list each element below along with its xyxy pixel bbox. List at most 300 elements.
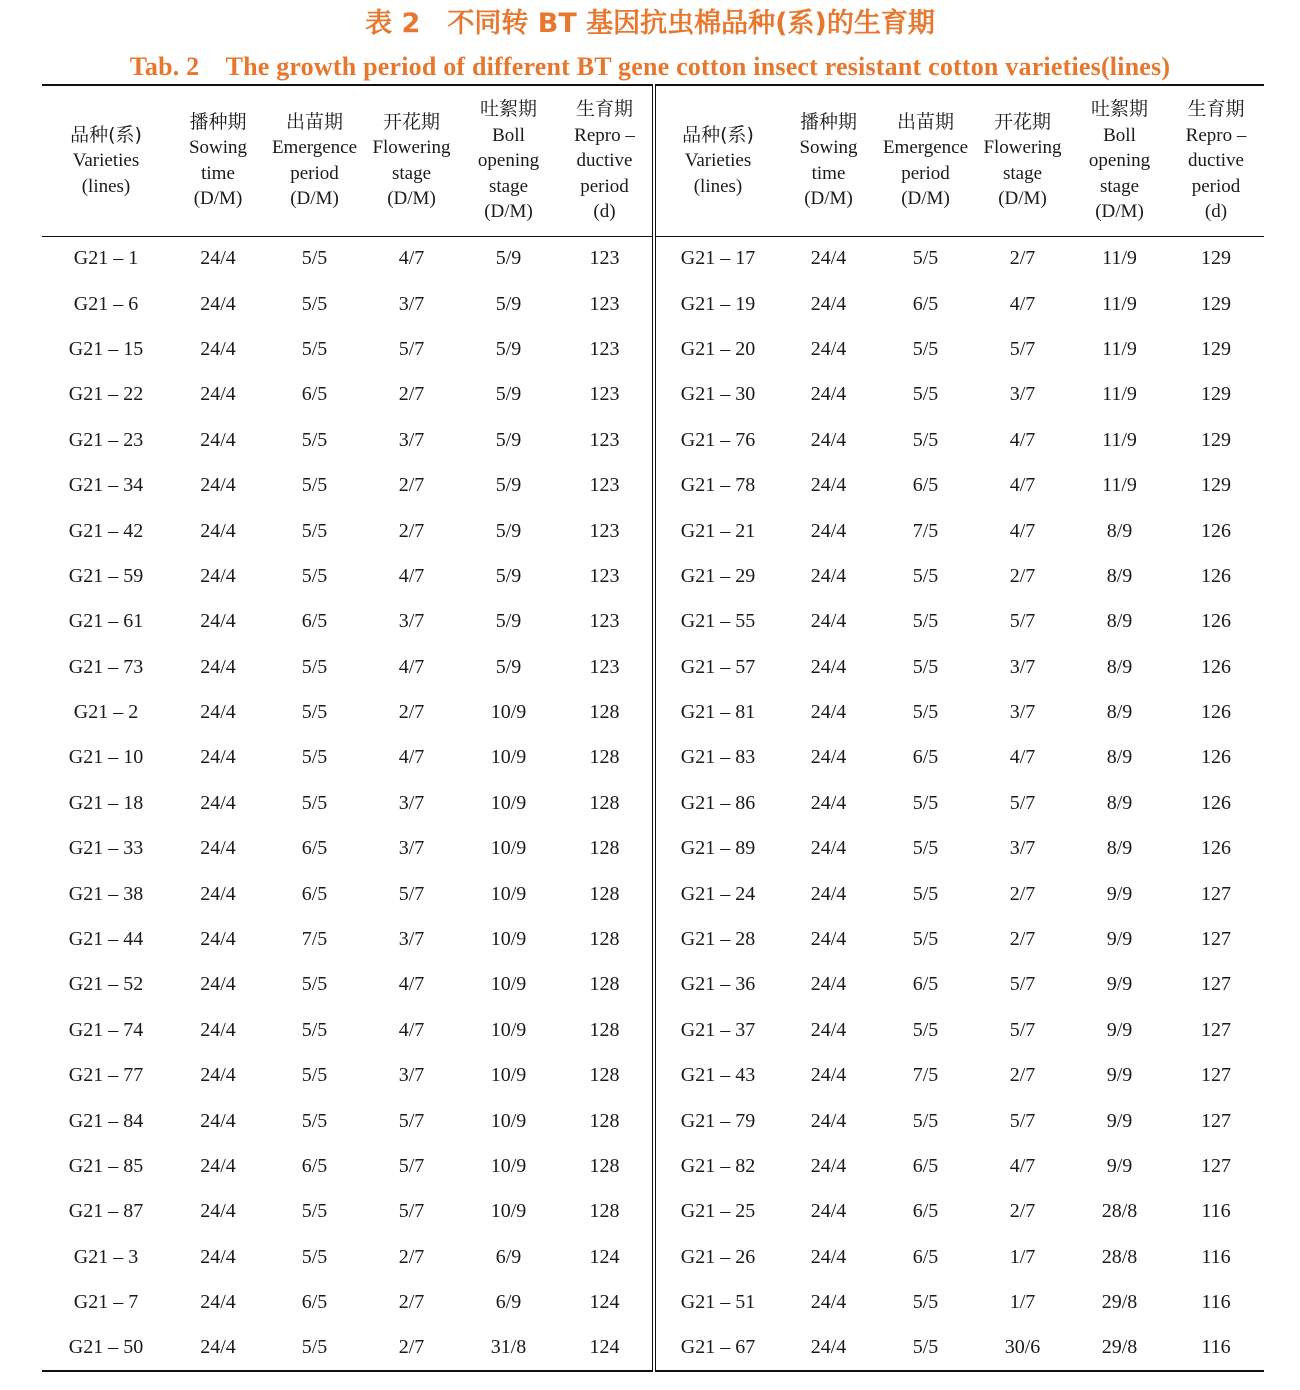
- cell-emergence-period-right: 5/5: [912, 1018, 939, 1041]
- cell-flowering-stage-right: 4/7: [1009, 292, 1036, 315]
- header-line: stage: [1099, 175, 1140, 197]
- column-header-sowing-time-left: [170, 85, 266, 236]
- cell-boll-opening-stage-right: 9/9: [1106, 1064, 1133, 1087]
- cell-variety-left: G21 – 61: [68, 610, 144, 633]
- cell-variety-left: G21 – 44: [68, 928, 144, 951]
- cell-reproductive-period-right: 126: [1201, 655, 1231, 678]
- cell-variety-left: G21 – 74: [68, 1018, 144, 1041]
- cell-variety-right: G21 – 21: [680, 519, 756, 542]
- cell-emergence-period-left: 5/5: [301, 1064, 328, 1087]
- cell-emergence-period-right: 5/5: [912, 610, 939, 633]
- cell-variety-left: G21 – 10: [68, 746, 144, 769]
- header-line: period: [901, 162, 950, 184]
- cell-emergence-period-left: 5/5: [301, 1200, 328, 1223]
- cell-variety-left: G21 – 15: [68, 337, 144, 360]
- cell-variety-left: G21 – 18: [68, 791, 144, 814]
- cell-emergence-period-left: 5/5: [301, 474, 328, 497]
- cell-emergence-period-left: 5/5: [301, 701, 328, 724]
- column-header-reproductive-period-left: [557, 85, 654, 236]
- header-line: 出苗期: [285, 110, 343, 133]
- cell-variety-left: G21 – 87: [68, 1200, 144, 1223]
- cell-emergence-period-right: 5/5: [912, 1109, 939, 1132]
- column-header-flowering-stage-right: [974, 85, 1071, 236]
- cell-emergence-period-left: 5/5: [301, 1109, 328, 1132]
- cell-sowing-time-left: 24/4: [200, 791, 236, 814]
- cell-emergence-period-right: 5/5: [877, 1325, 974, 1370]
- growth-period-table: [42, 84, 1264, 1372]
- table-row: [42, 236, 1264, 281]
- cell-reproductive-period-left: 123: [557, 554, 654, 599]
- cell-reproductive-period-right: 116: [1201, 1200, 1231, 1223]
- cell-emergence-period-right: 7/5: [912, 1064, 939, 1087]
- cell-reproductive-period-right: 126: [1201, 746, 1231, 769]
- table-row: [42, 1280, 1264, 1325]
- header-line: 播种期: [799, 110, 857, 133]
- cell-flowering-stage-left: 4/7: [398, 247, 425, 270]
- cell-variety-right: G21 – 25: [680, 1200, 756, 1223]
- cell-flowering-stage-right: 1/7: [1009, 1245, 1036, 1268]
- header-line: (D/M): [387, 188, 436, 210]
- cell-sowing-time-right: 24/4: [780, 1325, 877, 1370]
- cell-reproductive-period-right: 127: [1201, 1109, 1231, 1132]
- cell-flowering-stage-right: 4/7: [1009, 746, 1036, 769]
- cell-emergence-period-left: 5/5: [301, 519, 328, 542]
- table-row: [42, 1325, 1264, 1370]
- cell-boll-opening-stage-left: 5/9: [495, 564, 522, 587]
- cell-flowering-stage-right: 5/7: [1009, 973, 1036, 996]
- cell-emergence-period-left: 5/5: [301, 292, 328, 315]
- table-row: [42, 327, 1264, 372]
- cell-flowering-stage-left: 2/7: [398, 474, 425, 497]
- cell-boll-opening-stage-left: 5/9: [495, 428, 522, 451]
- cell-sowing-time-left: 24/4: [170, 1325, 266, 1370]
- cell-variety-right: G21 – 17: [680, 247, 756, 270]
- cell-variety-left: G21 – 3: [73, 1245, 139, 1268]
- header-line: 开花期: [382, 110, 440, 133]
- cell-flowering-stage-right: 4/7: [1009, 519, 1036, 542]
- table-row: [42, 418, 1264, 463]
- cell-variety-right: G21 – 36: [680, 973, 756, 996]
- header-line: 品种(系): [682, 123, 754, 146]
- header-line: (D/M): [193, 188, 243, 210]
- header-line: 生育期: [575, 98, 633, 120]
- cell-sowing-time-left: 24/4: [200, 882, 236, 905]
- cell-reproductive-period-right: 126: [1201, 791, 1231, 814]
- column-header-flowering-stage-left: [363, 85, 460, 236]
- table-caption-english: Tab. 2 The growth period of different BT gene cotton insect resistant cotton varieties(lines): [129, 52, 1171, 81]
- header-line: Emergence: [882, 137, 969, 159]
- cell-reproductive-period-right: 129: [1201, 383, 1231, 406]
- cell-flowering-stage-right: 5/7: [1009, 791, 1036, 814]
- cell-reproductive-period-right: 129: [1201, 292, 1231, 315]
- cell-reproductive-period-right: 127: [1201, 1018, 1231, 1041]
- cell-variety-left: G21 – 22: [68, 383, 144, 406]
- cell-flowering-stage-right: 3/7: [1009, 655, 1036, 678]
- cell-flowering-stage-left: 3/7: [398, 791, 425, 814]
- cell-variety-left: G21 – 85: [68, 1155, 144, 1177]
- cell-emergence-period-right: 6/5: [912, 1155, 939, 1177]
- header-line: (d): [593, 201, 616, 222]
- cell-reproductive-period-left: 123: [557, 281, 654, 326]
- cell-sowing-time-left: 24/4: [200, 1291, 236, 1314]
- cell-emergence-period-left: 6/5: [301, 1291, 328, 1314]
- cell-variety-right: G21 – 43: [680, 1064, 756, 1087]
- cell-reproductive-period-right: 126: [1201, 564, 1231, 587]
- cell-reproductive-period-right: 127: [1201, 973, 1231, 996]
- column-header-sowing-time-right: [780, 85, 877, 236]
- header-line: time: [811, 162, 846, 184]
- cell-sowing-time-right: 24/4: [810, 882, 847, 905]
- cell-sowing-time-left: 24/4: [200, 1018, 236, 1041]
- cell-reproductive-period-left: 128: [557, 1098, 654, 1143]
- cell-reproductive-period-right: 126: [1201, 610, 1231, 633]
- cell-variety-right: G21 – 82: [680, 1155, 756, 1177]
- table-row: [42, 1235, 1264, 1280]
- cell-variety-right: G21 – 19: [680, 292, 756, 315]
- header-line: (d): [1204, 201, 1228, 222]
- cell-boll-opening-stage-left: 5/9: [495, 655, 522, 678]
- cell-sowing-time-left: 24/4: [200, 474, 236, 497]
- cell-reproductive-period-right: 116: [1201, 1245, 1231, 1268]
- table-row: [42, 871, 1264, 916]
- cell-reproductive-period-right: 129: [1201, 337, 1231, 360]
- cell-boll-opening-stage-left: 5/9: [495, 610, 522, 633]
- column-header-reproductive-period-right: [1168, 85, 1264, 236]
- cell-sowing-time-right: 24/4: [810, 1200, 847, 1223]
- column-header-emergence-period-right: [877, 85, 974, 236]
- cell-flowering-stage-right: 3/7: [1009, 837, 1036, 860]
- cell-boll-opening-stage-left: 10/9: [490, 1018, 527, 1041]
- cell-boll-opening-stage-right: 9/9: [1106, 1109, 1133, 1132]
- cell-sowing-time-left: 24/4: [200, 564, 236, 587]
- cell-variety-right: G21 – 89: [680, 837, 756, 860]
- cell-flowering-stage-left: 4/7: [398, 973, 425, 996]
- cell-reproductive-period-right: 129: [1201, 474, 1231, 497]
- cell-reproductive-period-left: 128: [557, 1008, 654, 1053]
- table-row: [42, 1144, 1264, 1189]
- cell-variety-right: G21 – 79: [680, 1109, 756, 1132]
- cell-sowing-time-right: 24/4: [810, 837, 847, 860]
- cell-sowing-time-left: 24/4: [200, 973, 236, 996]
- cell-emergence-period-right: 5/5: [912, 247, 939, 270]
- cell-emergence-period-right: 5/5: [912, 701, 939, 724]
- cell-variety-left: G21 – 38: [68, 882, 144, 905]
- cell-emergence-period-right: 5/5: [912, 791, 939, 814]
- cell-emergence-period-right: 7/5: [912, 519, 939, 542]
- header-line: Flowering: [372, 137, 451, 159]
- column-header-variety-left: [42, 85, 170, 236]
- cell-reproductive-period-left: 128: [557, 871, 654, 916]
- cell-flowering-stage-right: 2/7: [1009, 564, 1036, 587]
- cell-emergence-period-right: 6/5: [912, 1245, 939, 1268]
- header-line: (lines): [693, 175, 743, 197]
- header-line: (D/M): [901, 188, 950, 210]
- cell-boll-opening-stage-left: 5/9: [495, 337, 522, 360]
- cell-boll-opening-stage-right: 8/9: [1106, 837, 1133, 860]
- cell-sowing-time-right: 24/4: [810, 1291, 847, 1314]
- cell-sowing-time-left: 24/4: [200, 292, 236, 315]
- cell-emergence-period-left: 5/5: [301, 247, 328, 270]
- column-header-emergence-period-left: [266, 85, 363, 236]
- cell-boll-opening-stage-left: 5/9: [495, 292, 522, 315]
- header-line: (D/M): [290, 188, 339, 210]
- cell-emergence-period-right: 5/5: [912, 337, 939, 360]
- header-line: 生育期: [1187, 98, 1245, 120]
- cell-flowering-stage-left: 2/7: [398, 1245, 425, 1268]
- cell-boll-opening-stage-right: 8/9: [1106, 655, 1133, 678]
- cell-boll-opening-stage-right: 11/9: [1102, 292, 1137, 315]
- cell-reproductive-period-left: 123: [557, 645, 654, 690]
- cell-boll-opening-stage-left: 5/9: [495, 474, 522, 497]
- table-row: [42, 1189, 1264, 1234]
- cell-sowing-time-left: 24/4: [200, 746, 236, 769]
- header-line: Sowing: [188, 137, 248, 159]
- cell-sowing-time-right: 24/4: [810, 1018, 847, 1041]
- cell-flowering-stage-left: 3/7: [398, 928, 425, 951]
- cell-boll-opening-stage-right: 11/9: [1102, 247, 1137, 270]
- cell-sowing-time-right: 24/4: [810, 564, 847, 587]
- cell-variety-left: G21 – 59: [68, 564, 144, 587]
- cell-flowering-stage-left: 4/7: [398, 655, 425, 678]
- cell-sowing-time-right: 24/4: [810, 383, 847, 406]
- cell-flowering-stage-right: 30/6: [974, 1325, 1071, 1370]
- cell-flowering-stage-left: 4/7: [398, 746, 425, 769]
- cell-flowering-stage-right: 2/7: [1009, 247, 1036, 270]
- table-row: [42, 690, 1264, 735]
- cell-sowing-time-right: 24/4: [810, 474, 847, 497]
- cell-reproductive-period-right: 126: [1201, 519, 1231, 542]
- column-header-variety-right: [654, 85, 780, 236]
- cell-boll-opening-stage-right: 8/9: [1106, 564, 1133, 587]
- cell-boll-opening-stage-left: 5/9: [495, 383, 522, 406]
- header-line: Flowering: [983, 137, 1062, 159]
- cell-variety-left: G21 – 7: [73, 1291, 139, 1314]
- cell-boll-opening-stage-right: 11/9: [1102, 474, 1137, 497]
- cell-reproductive-period-right: 126: [1201, 701, 1231, 724]
- cell-variety-right: G21 – 26: [680, 1245, 756, 1268]
- cell-flowering-stage-left: 3/7: [398, 837, 425, 860]
- header-line: 开花期: [993, 110, 1051, 133]
- cell-emergence-period-right: 6/5: [912, 746, 939, 769]
- cell-reproductive-period-left: 128: [557, 735, 654, 780]
- cell-emergence-period-right: 6/5: [912, 474, 939, 497]
- cell-reproductive-period-left: 123: [557, 599, 654, 644]
- header-line: period: [290, 162, 339, 184]
- cell-emergence-period-right: 5/5: [912, 837, 939, 860]
- cell-reproductive-period-left: 128: [557, 826, 654, 871]
- cell-sowing-time-right: 24/4: [810, 1064, 847, 1087]
- header-line: time: [201, 162, 235, 184]
- cell-flowering-stage-left: 5/7: [398, 1200, 425, 1223]
- cell-reproductive-period-left: 123: [557, 236, 654, 281]
- header-line: Repro –: [1185, 124, 1247, 146]
- cell-sowing-time-left: 24/4: [200, 701, 236, 724]
- cell-sowing-time-left: 24/4: [200, 1155, 236, 1177]
- header-line: Boll: [1103, 124, 1136, 146]
- cell-flowering-stage-left: 5/7: [398, 882, 425, 905]
- cell-reproductive-period-left: 123: [557, 327, 654, 372]
- cell-flowering-stage-left: 3/7: [398, 1064, 425, 1087]
- header-line: 出苗期: [896, 110, 954, 133]
- cell-boll-opening-stage-left: 10/9: [490, 882, 527, 905]
- cell-flowering-stage-left: 3/7: [398, 610, 425, 633]
- cell-sowing-time-right: 24/4: [810, 746, 847, 769]
- cell-boll-opening-stage-right: 9/9: [1106, 1018, 1133, 1041]
- cell-reproductive-period-left: 128: [557, 1144, 654, 1189]
- cell-emergence-period-right: 5/5: [912, 928, 939, 951]
- cell-flowering-stage-right: 5/7: [1009, 610, 1036, 633]
- cell-emergence-period-right: 6/5: [912, 973, 939, 996]
- header-line: Varieties: [684, 150, 752, 171]
- table-row: [42, 554, 1264, 599]
- cell-sowing-time-left: 24/4: [200, 247, 236, 270]
- cell-flowering-stage-left: 2/7: [398, 383, 425, 406]
- cell-emergence-period-right: 6/5: [912, 292, 939, 315]
- cell-emergence-period-left: 5/5: [301, 973, 328, 996]
- header-line: stage: [391, 162, 432, 184]
- cell-variety-right: G21 – 37: [680, 1018, 756, 1041]
- cell-boll-opening-stage-right: 28/8: [1101, 1245, 1138, 1268]
- table-row: [42, 599, 1264, 644]
- header-line: (D/M): [1095, 201, 1144, 222]
- cell-reproductive-period-left: 123: [557, 418, 654, 463]
- cell-emergence-period-left: 5/5: [301, 1018, 328, 1041]
- cell-emergence-period-right: 5/5: [912, 882, 939, 905]
- cell-boll-opening-stage-right: 9/9: [1106, 928, 1133, 951]
- cell-reproductive-period-right: 127: [1201, 882, 1231, 905]
- header-line: (D/M): [998, 188, 1047, 210]
- cell-variety-right: G21 – 67: [654, 1325, 780, 1370]
- cell-flowering-stage-left: 5/7: [398, 337, 425, 360]
- cell-emergence-period-left: 5/5: [301, 337, 328, 360]
- cell-variety-right: G21 – 86: [680, 791, 756, 814]
- cell-boll-opening-stage-right: 8/9: [1106, 746, 1133, 769]
- growth-period-table-container: [42, 84, 1264, 1372]
- cell-reproductive-period-left: 128: [557, 1053, 654, 1098]
- cell-emergence-period-right: 5/5: [912, 428, 939, 451]
- cell-reproductive-period-left: 128: [557, 1189, 654, 1234]
- cell-emergence-period-left: 5/5: [266, 1325, 363, 1370]
- header-line: Varieties: [72, 150, 140, 171]
- cell-emergence-period-left: 5/5: [301, 428, 328, 451]
- cell-sowing-time-right: 24/4: [810, 655, 847, 678]
- cell-boll-opening-stage-left: 31/8: [460, 1325, 557, 1370]
- cell-boll-opening-stage-left: 10/9: [490, 1155, 527, 1177]
- cell-variety-right: G21 – 51: [680, 1291, 756, 1314]
- cell-reproductive-period-right: 127: [1201, 1064, 1231, 1087]
- cell-sowing-time-right: 24/4: [810, 292, 847, 315]
- cell-flowering-stage-left: 4/7: [398, 564, 425, 587]
- cell-flowering-stage-right: 3/7: [1009, 701, 1036, 724]
- cell-reproductive-period-right: 129: [1201, 247, 1231, 270]
- cell-emergence-period-right: 5/5: [912, 383, 939, 406]
- cell-flowering-stage-right: 2/7: [1009, 1064, 1036, 1087]
- cell-reproductive-period-right: 127: [1201, 928, 1231, 951]
- cell-sowing-time-left: 24/4: [200, 1200, 236, 1223]
- table-caption-chinese: 表 2 不同转 BT 基因抗虫棉品种(系)的生育期: [365, 8, 935, 39]
- cell-boll-opening-stage-right: 9/9: [1106, 973, 1133, 996]
- cell-variety-left: G21 – 33: [68, 837, 144, 860]
- cell-emergence-period-left: 5/5: [301, 791, 328, 814]
- table-row: [42, 826, 1264, 871]
- cell-variety-right: G21 – 78: [680, 474, 756, 497]
- cell-flowering-stage-right: 4/7: [1009, 428, 1036, 451]
- cell-flowering-stage-left: 2/7: [398, 519, 425, 542]
- table-row: [42, 645, 1264, 690]
- cell-reproductive-period-right: 127: [1201, 1155, 1231, 1177]
- cell-emergence-period-left: 5/5: [301, 655, 328, 678]
- cell-variety-right: G21 – 57: [680, 655, 756, 678]
- cell-reproductive-period-right: 129: [1201, 428, 1231, 451]
- cell-boll-opening-stage-right: 29/8: [1071, 1325, 1168, 1370]
- cell-flowering-stage-right: 4/7: [1009, 1155, 1036, 1177]
- cell-sowing-time-right: 24/4: [810, 337, 847, 360]
- table-row: [42, 508, 1264, 553]
- cell-variety-right: G21 – 24: [680, 882, 756, 905]
- cell-boll-opening-stage-right: 29/8: [1101, 1291, 1138, 1314]
- cell-flowering-stage-right: 2/7: [1009, 928, 1036, 951]
- cell-flowering-stage-left: 4/7: [398, 1018, 425, 1041]
- cell-emergence-period-left: 5/5: [301, 1245, 328, 1268]
- column-header-boll-opening-stage-right: [1071, 85, 1168, 236]
- cell-boll-opening-stage-right: 28/8: [1101, 1200, 1138, 1223]
- cell-sowing-time-right: 24/4: [810, 610, 847, 633]
- cell-sowing-time-right: 24/4: [810, 428, 847, 451]
- cell-variety-right: G21 – 83: [680, 746, 756, 769]
- cell-sowing-time-left: 24/4: [200, 519, 236, 542]
- cell-boll-opening-stage-left: 10/9: [490, 928, 527, 951]
- cell-boll-opening-stage-left: 10/9: [490, 837, 527, 860]
- table-row: [42, 962, 1264, 1007]
- cell-sowing-time-right: 24/4: [810, 973, 847, 996]
- cell-emergence-period-right: 5/5: [912, 1291, 939, 1314]
- header-line: (D/M): [804, 188, 853, 210]
- cell-reproductive-period-left: 128: [557, 781, 654, 826]
- cell-variety-right: G21 – 20: [680, 337, 756, 360]
- cell-reproductive-period-right: 116: [1201, 1291, 1231, 1314]
- cell-reproductive-period-left: 128: [557, 690, 654, 735]
- cell-boll-opening-stage-left: 5/9: [495, 247, 522, 270]
- cell-sowing-time-left: 24/4: [200, 428, 236, 451]
- cell-flowering-stage-left: 2/7: [398, 701, 425, 724]
- table-body: [42, 236, 1264, 1371]
- column-header-boll-opening-stage-left: [460, 85, 557, 236]
- table-row: [42, 372, 1264, 417]
- header-line: opening: [1088, 150, 1151, 171]
- cell-reproductive-period-left: 128: [557, 917, 654, 962]
- header-line: opening: [477, 150, 540, 171]
- cell-emergence-period-right: 5/5: [912, 655, 939, 678]
- cell-variety-right: G21 – 81: [680, 701, 756, 724]
- cell-variety-left: G21 – 52: [68, 973, 144, 996]
- table-row: [42, 1008, 1264, 1053]
- cell-boll-opening-stage-left: 10/9: [490, 1200, 527, 1223]
- cell-emergence-period-left: 6/5: [301, 610, 328, 633]
- cell-emergence-period-left: 5/5: [301, 746, 328, 769]
- cell-boll-opening-stage-right: 9/9: [1106, 1155, 1133, 1177]
- cell-flowering-stage-left: 3/7: [398, 292, 425, 315]
- header-line: period: [1191, 175, 1241, 197]
- header-line: 吐絮期: [479, 98, 537, 120]
- cell-emergence-period-left: 6/5: [301, 383, 328, 406]
- cell-sowing-time-right: 24/4: [810, 1109, 847, 1132]
- cell-emergence-period-right: 5/5: [912, 564, 939, 587]
- header-line: (D/M): [484, 201, 533, 222]
- cell-boll-opening-stage-left: 10/9: [490, 1064, 527, 1087]
- table-row: [42, 1098, 1264, 1143]
- cell-variety-left: G21 – 1: [73, 247, 139, 270]
- header-line: Boll: [492, 124, 525, 146]
